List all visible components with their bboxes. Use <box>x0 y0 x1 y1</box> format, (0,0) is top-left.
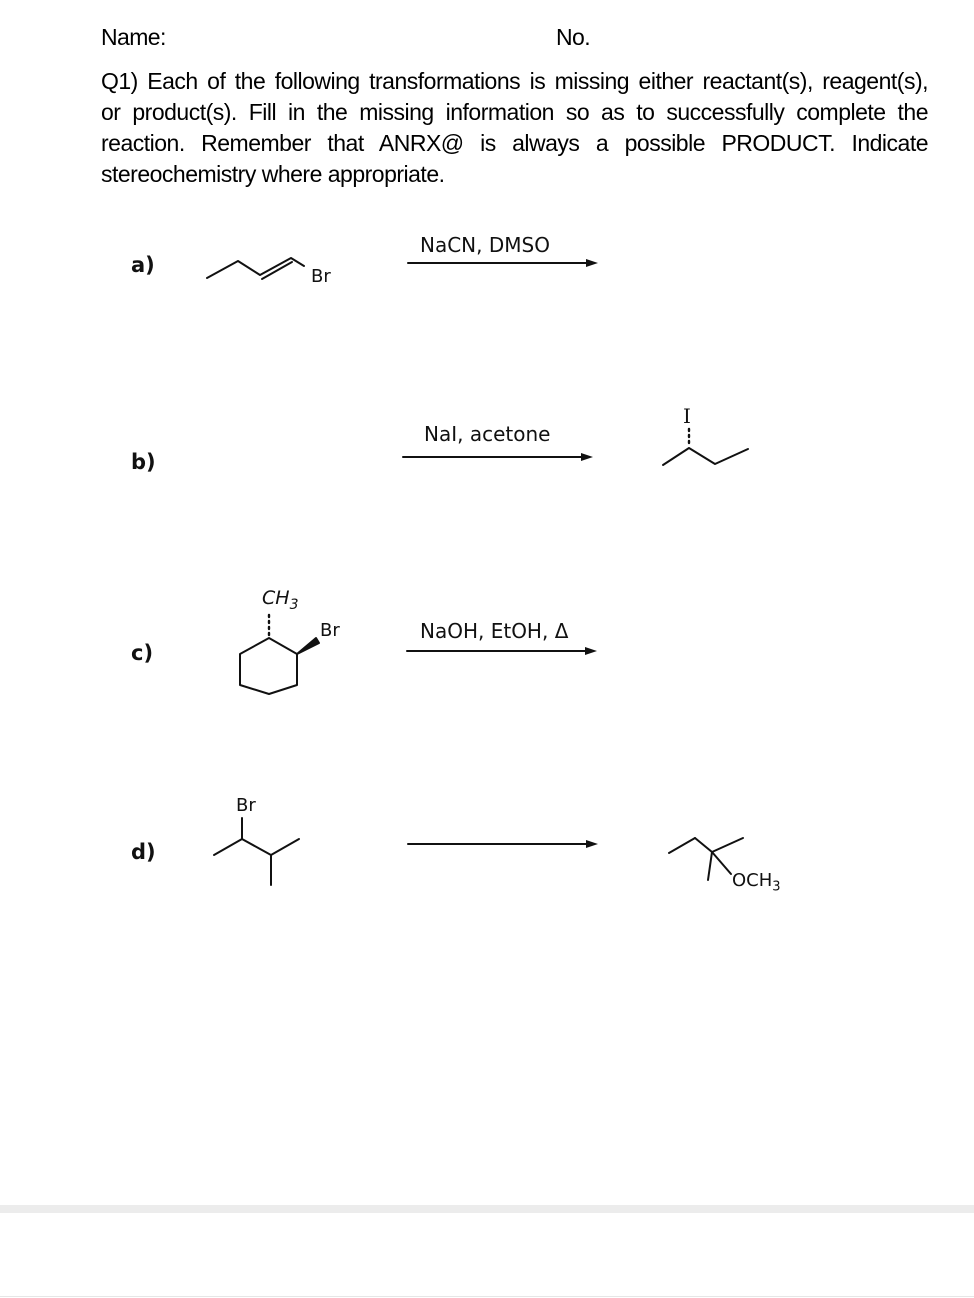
problem-d-reaction-arrow <box>406 837 600 851</box>
number-label: No. <box>556 24 590 50</box>
problem-b-product-structure <box>660 424 755 469</box>
problem-d-methoxy-subscript: 3 <box>772 879 781 895</box>
problem-b-label: b) <box>131 450 156 474</box>
problem-b-reaction-arrow <box>401 450 595 464</box>
question-text <box>101 66 928 190</box>
problem-c-reagent: NaOH, EtOH, Δ <box>420 619 569 643</box>
problem-b-reagent: NaI, acetone <box>424 422 551 446</box>
problem-a-bromine-atom: Br <box>311 266 331 287</box>
problem-b-iodine-atom: I <box>683 404 691 428</box>
problem-a-reactant-structure <box>200 250 310 290</box>
problem-d-methoxy-text: OCH <box>732 870 773 891</box>
question-line: or product(s). Fill in the missing information so as to successfully complete the <box>101 99 928 125</box>
name-label: Name: <box>101 24 166 50</box>
problem-d-bromine-atom: Br <box>236 795 256 816</box>
problem-c-reaction-arrow <box>405 644 599 658</box>
bottom-divider <box>0 1296 974 1297</box>
page-separator <box>0 1205 974 1213</box>
problem-c-methyl-subscript: 3 <box>289 596 299 613</box>
cropped-header-fragment <box>484 0 544 8</box>
problem-c-reactant-structure <box>232 608 332 700</box>
problem-a-reagent: NaCN, DMSO <box>420 233 550 257</box>
problem-d-reactant-structure <box>210 815 305 890</box>
problem-a-reaction-arrow <box>406 256 600 270</box>
problem-d-methoxy-group <box>732 870 781 895</box>
problem-a-label: a) <box>131 253 155 277</box>
problem-c-bromine-atom: Br <box>320 620 340 641</box>
problem-c-methyl-text: CH <box>262 587 290 609</box>
question-line: Q1) Each of the following transformations is missing either reactant(s), reagent(s), <box>101 68 928 94</box>
problem-c-label: c) <box>131 641 154 665</box>
problem-d-label: d) <box>131 840 156 864</box>
question-line: reaction. Remember that ANRX@ is always a possible PRODUCT. Indicate <box>101 130 928 156</box>
question-line: stereochemistry where appropriate. <box>101 161 445 187</box>
